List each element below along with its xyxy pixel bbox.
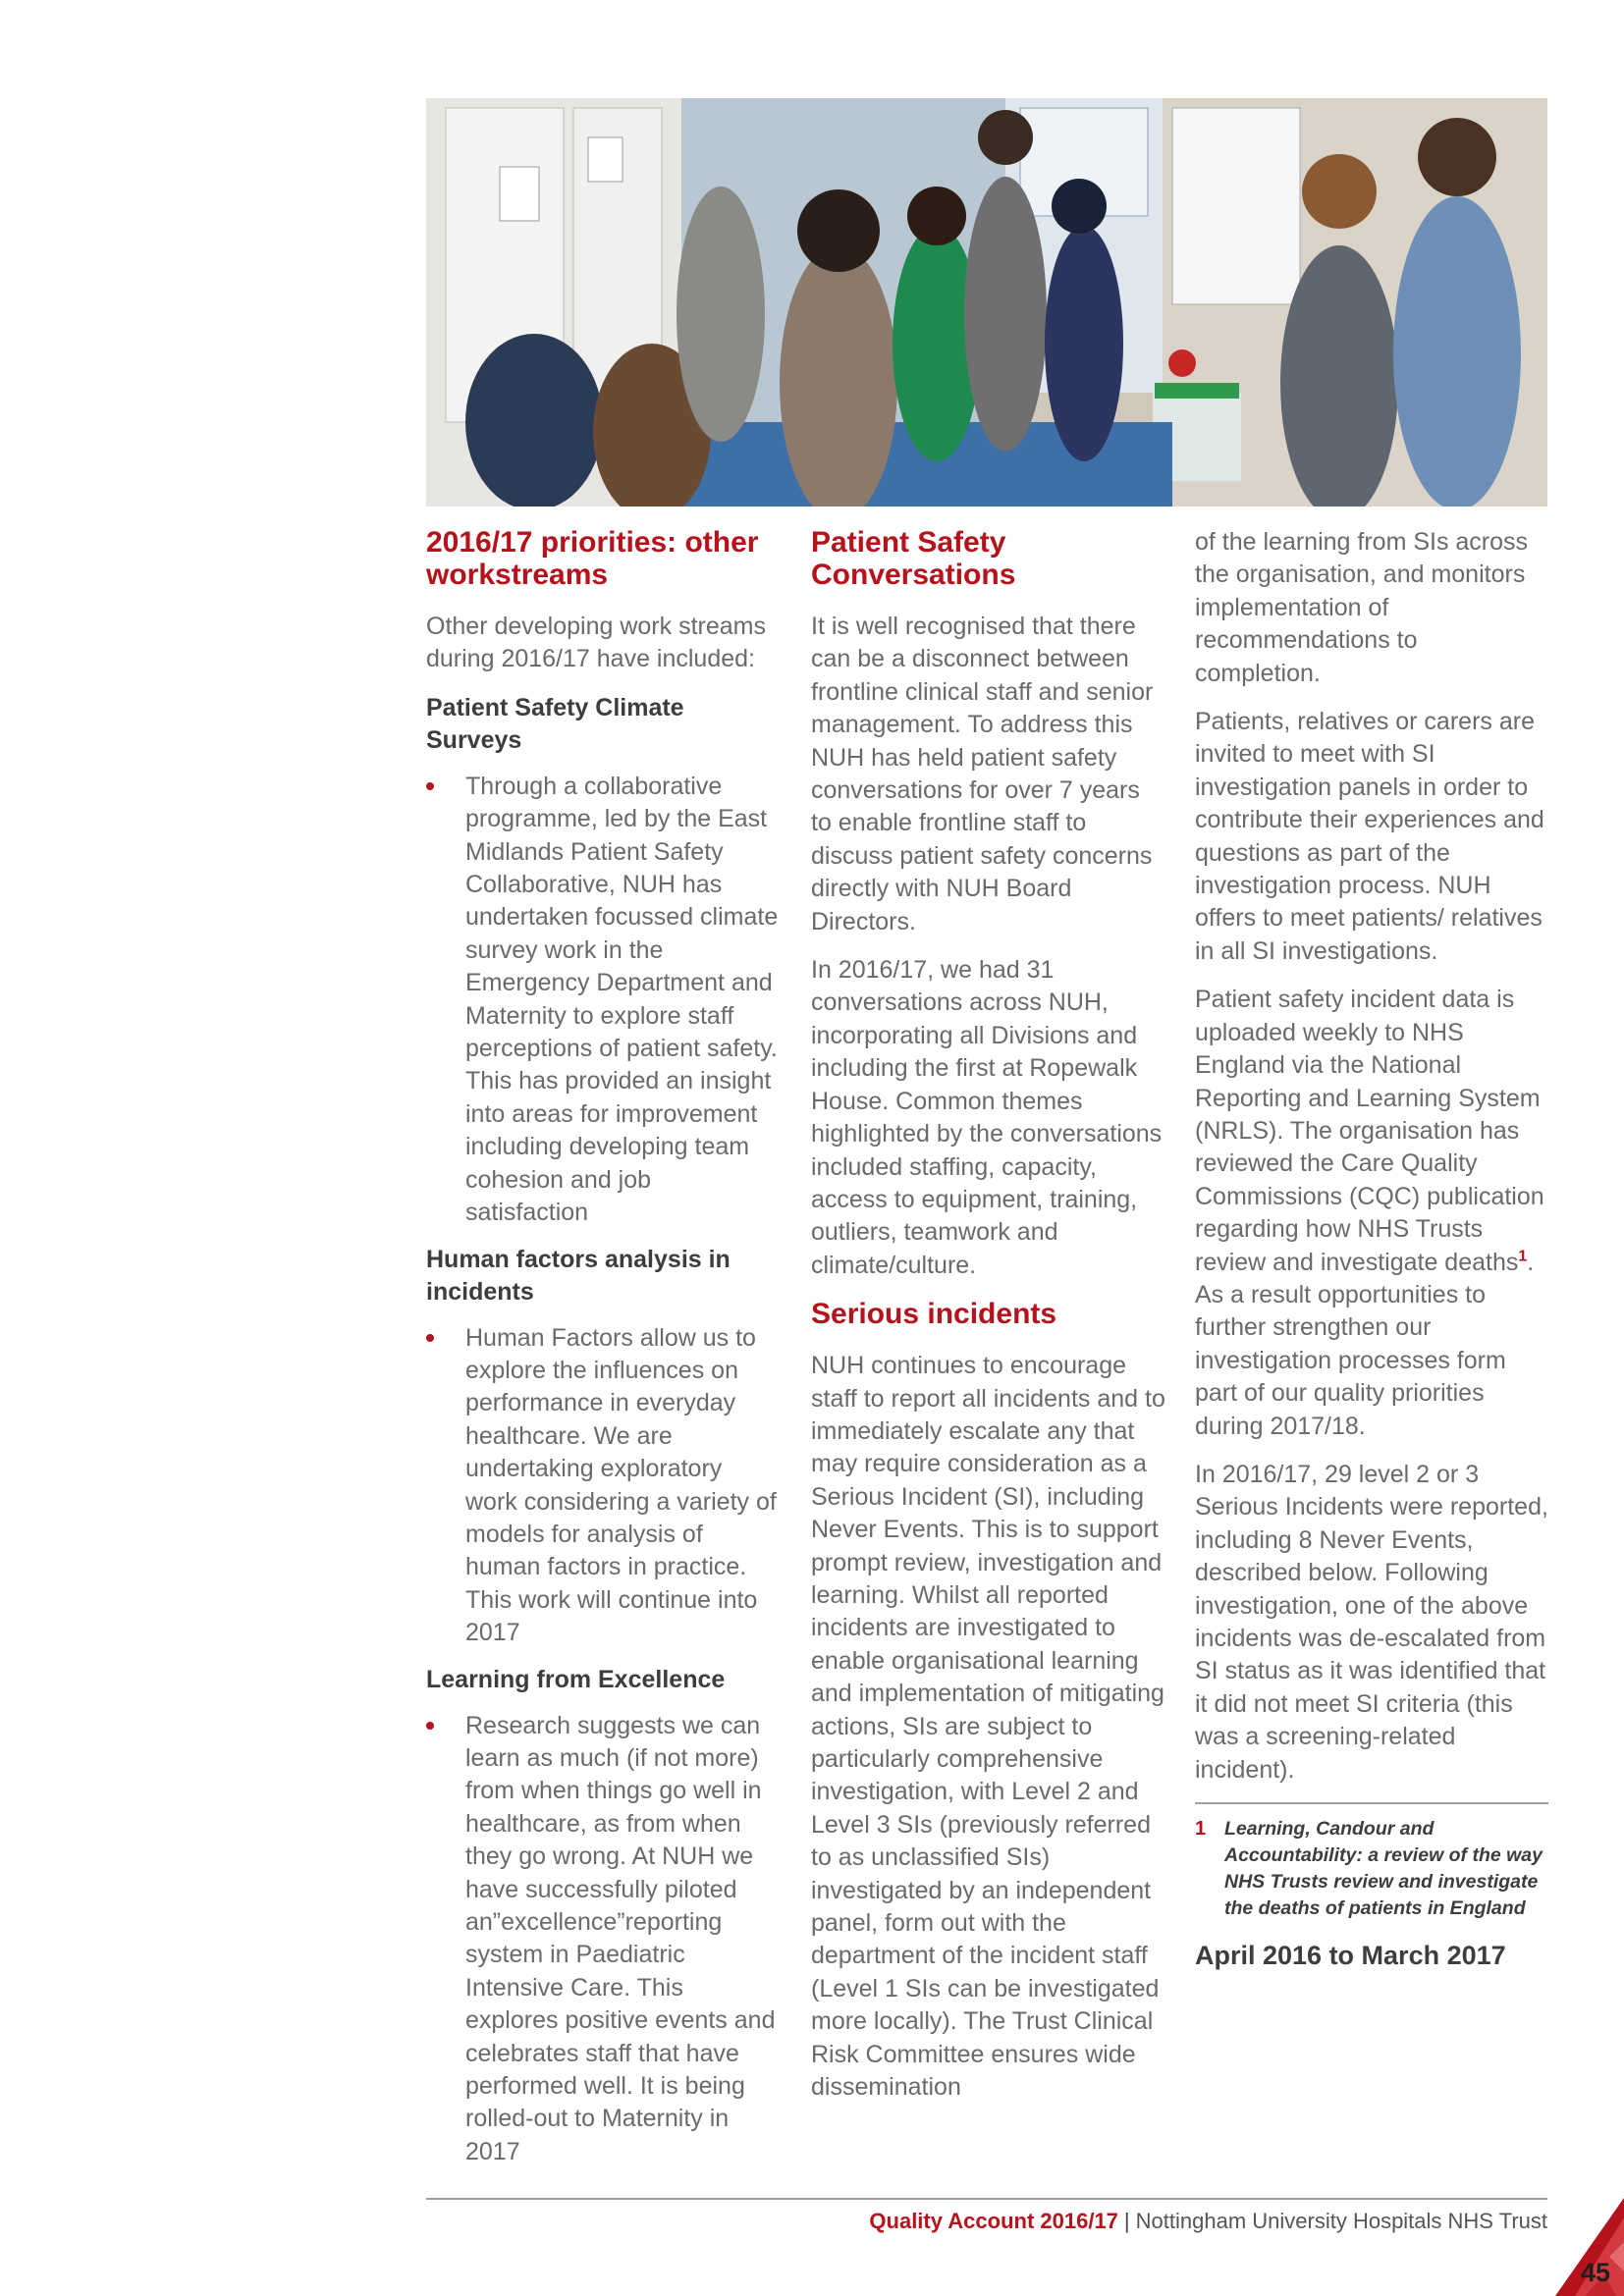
bullet-dot-icon	[426, 1334, 434, 1342]
footer-divider	[426, 2198, 1547, 2200]
footnote-text: Learning, Candour and Accountability: a review of the way NHS Trusts review and investigate the deaths of patients in England	[1224, 1818, 1543, 1920]
paragraph-nrls-upload	[1195, 984, 1548, 1443]
bullet-item-human-factors	[426, 1322, 780, 1650]
section-heading-safety-conversations: Patient Safety Conversations	[811, 526, 1016, 591]
bullet-text: Research suggests we can learn as much (if not more) from when things go well in healthcare, as from when they go wrong. At NUH we have successfully piloted an”excellence”reporting system in Paediatric Intensive Care. This explores positive events and celebrates staff that have performed well. It is being rolled-out to Maternity in 2017	[465, 1711, 776, 2165]
bullet-text: Human Factors allow us to explore the influences on performance in everyday healthcare. We are undertaking exploratory work considering a variety of models for analysis of human factors in practice. This work will continue into 2017	[465, 1323, 777, 1647]
column-2	[811, 526, 1166, 2119]
paragraph-serious-incidents: NUH continues to encourage staff to report all incidents and to immediately escalate any that may require consideration as a Serious Incident (SI), including Never Events. This is to support prompt review, investigation and learning. Whilst all reported incidents are investigated to enable organisational learning and implementation of mitigating actions, SIs are subject to particularly comprehensive investigation, with Level 2 and Level 3 SIs (previously referred to as unclassified SIs) investigated by an independent panel, form out with the department of the incident staff (Level 1 SIs can be investigated more locally). The Trust Clinical Risk Committee ensures wide dissemination	[811, 1352, 1165, 2102]
header-photo	[426, 98, 1547, 507]
footnote-ref: 1	[1518, 1248, 1528, 1265]
footer-document-title: Quality Account 2016/17	[869, 2209, 1118, 2233]
section-heading-serious-incidents: Serious incidents	[811, 1298, 1057, 1331]
subheading-learning-excellence: Learning from Excellence	[426, 1665, 726, 1693]
bullet-dot-icon	[426, 1722, 434, 1730]
section-heading-priorities: 2016/17 priorities: other workstreams	[426, 526, 759, 591]
paragraph-patients-relatives: Patients, relatives or carers are invited to meet with SI investigation panels in order to contribute their experiences and questions as part of the investigation process. NUH offers to meet patients/ relatives in all SI investigations.	[1195, 708, 1544, 965]
paragraph-si-count: In 2016/17, 29 level 2 or 3 Serious Incidents were reported, including 8 Never Events, described below. Following investigation, one of the above incidents was de-escalated from SI status as it was identified that it did not meet SI criteria (this was a screening-related incident).	[1195, 1460, 1548, 1784]
staff-meeting-photo	[426, 98, 1547, 507]
paragraph-disconnect: It is well recognised that there can be a disconnect between frontline clinical staff and senior management. To address this NUH has held patient safety conversations for over 7 years to enable frontline staff to discuss patient safety concerns directly with NUH Board Directors.	[811, 613, 1154, 935]
subheading-human-factors: Human factors analysis in incidents	[426, 1245, 731, 1306]
footer-separator: |	[1123, 2209, 1130, 2233]
nrls-text-b: . As a result opportunities to further strengthen our investigation processes form part of our quality priorities during 2017/18.	[1195, 1248, 1535, 1440]
footnote	[1195, 1802, 1548, 1922]
bullet-text: Through a collaborative programme, led by the East Midlands Patient Safety Collaborative, NUH has undertaken focussed climate survey work in the Emergency Department and Maternity to explore staff perceptions of patient safety. This has provided an insight into areas for improvement including developing team cohesion and job satisfaction	[465, 772, 779, 1227]
page-footer	[869, 2207, 1547, 2236]
reporting-period: April 2016 to March 2017	[1195, 1941, 1506, 1971]
nrls-text-a: Patient safety incident data is uploaded weekly to NHS England via the National Reporting and Learning System (NRLS). The organisation has reviewed the Care Quality Commissions (CQC) publication regarding how NHS Trusts review and investigate deaths	[1195, 986, 1544, 1276]
page-number: 45	[1580, 2258, 1610, 2287]
column-3	[1195, 526, 1548, 1972]
bullet-item-climate-surveys	[426, 771, 780, 1230]
subheading-climate-surveys: Patient Safety Climate Surveys	[426, 693, 684, 754]
column-1	[426, 526, 780, 2182]
paragraph-conversations-2016: In 2016/17, we had 31 conversations across NUH, incorporating all Divisions and including the first at Ropewalk House. Common themes highlighted by the conversations included staffing, capacity, access to equipment, training, outliers, teamwork and climate/culture.	[811, 956, 1163, 1279]
bullet-dot-icon	[426, 782, 434, 790]
paragraph-learning-dissemination: of the learning from SIs across the organisation, and monitors implementation of recommendations to completion.	[1195, 528, 1529, 687]
bullet-item-learning-excellence	[426, 1710, 780, 2169]
footnote-number: 1	[1195, 1818, 1207, 1841]
intro-paragraph: Other developing work streams during 2016/17 have included:	[426, 613, 766, 673]
footer-trust-name: Nottingham University Hospitals NHS Trust	[1135, 2209, 1547, 2233]
